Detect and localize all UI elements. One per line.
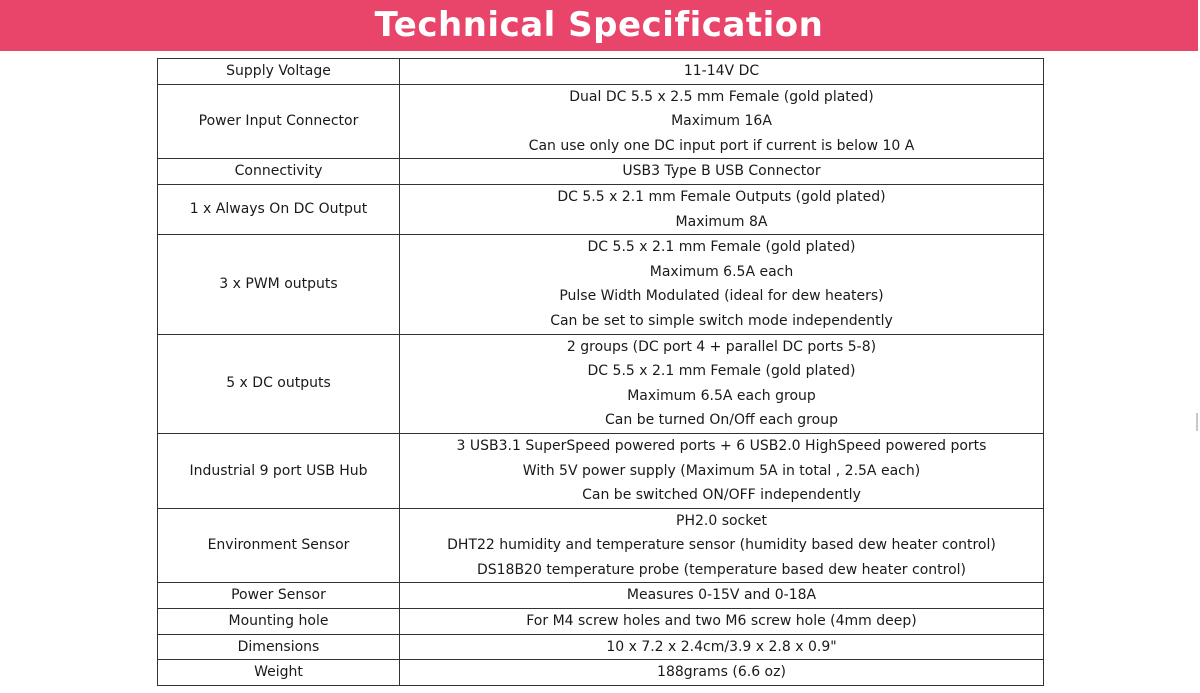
- spec-value: [400, 508, 1044, 583]
- spec-value-line: USB3 Type B USB Connector: [622, 163, 821, 180]
- spec-row: [158, 59, 1044, 85]
- spec-row: [158, 159, 1044, 185]
- spec-row: [158, 235, 1044, 334]
- spec-value-line: Can be turned On/Off each group: [605, 412, 838, 429]
- spec-value-line: Can be set to simple switch mode independently: [550, 312, 893, 329]
- spec-value: [400, 583, 1044, 609]
- spec-label: Supply Voltage: [158, 59, 400, 85]
- spec-value: [400, 84, 1044, 159]
- spec-row: [158, 583, 1044, 609]
- spec-value: [400, 334, 1044, 433]
- spec-row: [158, 334, 1044, 433]
- spec-label: Mounting hole: [158, 609, 400, 635]
- spec-row: [158, 508, 1044, 583]
- spec-label: Weight: [158, 660, 400, 686]
- spec-label: 3 x PWM outputs: [158, 235, 400, 334]
- spec-label: Industrial 9 port USB Hub: [158, 433, 400, 508]
- spec-value: [400, 235, 1044, 334]
- spec-value-line: 10 x 7.2 x 2.4cm/3.9 x 2.8 x 0.9": [606, 638, 837, 655]
- spec-label: Dimensions: [158, 634, 400, 660]
- spec-value-line: Pulse Width Modulated (ideal for dew heaters): [559, 288, 884, 305]
- spec-row: [158, 609, 1044, 635]
- spec-value-line: DHT22 humidity and temperature sensor (humidity based dew heater control): [447, 537, 996, 554]
- spec-value: [400, 660, 1044, 686]
- spec-value-line: Maximum 8A: [675, 213, 768, 230]
- spec-value-line: DC 5.5 x 2.1 mm Female (gold plated): [587, 363, 856, 380]
- spec-row: [158, 634, 1044, 660]
- spec-value-line: For M4 screw holes and two M6 screw hole (4mm deep): [526, 613, 917, 630]
- spec-value-line: 188grams (6.6 oz): [657, 664, 786, 681]
- spec-value-line: Maximum 6.5A each group: [627, 387, 816, 404]
- spec-table: [157, 58, 1044, 686]
- spec-label: Environment Sensor: [158, 508, 400, 583]
- spec-table-body: [158, 59, 1044, 686]
- spec-value-line: Can be switched ON/OFF independently: [582, 487, 861, 504]
- spec-value-line: Maximum 16A: [671, 113, 772, 130]
- title-banner: [0, 0, 1198, 51]
- spec-value-line: DC 5.5 x 2.1 mm Female Outputs (gold plated): [557, 188, 886, 205]
- spec-value-line: PH2.0 socket: [676, 512, 767, 529]
- spec-label: 1 x Always On DC Output: [158, 184, 400, 234]
- scrollbar-marker[interactable]: [1196, 413, 1198, 431]
- spec-value: [400, 159, 1044, 185]
- page-title: Technical Specification: [374, 5, 824, 45]
- spec-value-line: 2 groups (DC port 4 + parallel DC ports 5-8): [566, 338, 877, 355]
- spec-value-line: With 5V power supply (Maximum 5A in total , 2.5A each): [522, 462, 921, 479]
- spec-value-line: Measures 0-15V and 0-18A: [626, 587, 817, 604]
- spec-row: [158, 184, 1044, 234]
- spec-row: [158, 84, 1044, 159]
- spec-row: [158, 433, 1044, 508]
- spec-value-line: Dual DC 5.5 x 2.5 mm Female (gold plated): [569, 88, 874, 105]
- spec-value-line: 11-14V DC: [683, 63, 760, 79]
- spec-value: [400, 609, 1044, 635]
- spec-value: [400, 634, 1044, 660]
- spec-value: [400, 59, 1044, 85]
- spec-value: [400, 433, 1044, 508]
- spec-value-line: DC 5.5 x 2.1 mm Female (gold plated): [587, 239, 856, 256]
- spec-value-line: DS18B20 temperature probe (temperature based dew heater control): [476, 561, 967, 578]
- spec-value-line: Can use only one DC input port if current is below 10 A: [528, 137, 915, 154]
- spec-value: [400, 184, 1044, 234]
- spec-label: 5 x DC outputs: [158, 334, 400, 433]
- spec-value-line: Maximum 6.5A each: [649, 263, 794, 280]
- spec-label: Connectivity: [158, 159, 400, 185]
- spec-row: [158, 660, 1044, 686]
- spec-label: Power Sensor: [158, 583, 400, 609]
- spec-label: Power Input Connector: [158, 84, 400, 159]
- spec-value-line: 3 USB3.1 SuperSpeed powered ports + 6 USB2.0 HighSpeed powered ports: [456, 437, 987, 454]
